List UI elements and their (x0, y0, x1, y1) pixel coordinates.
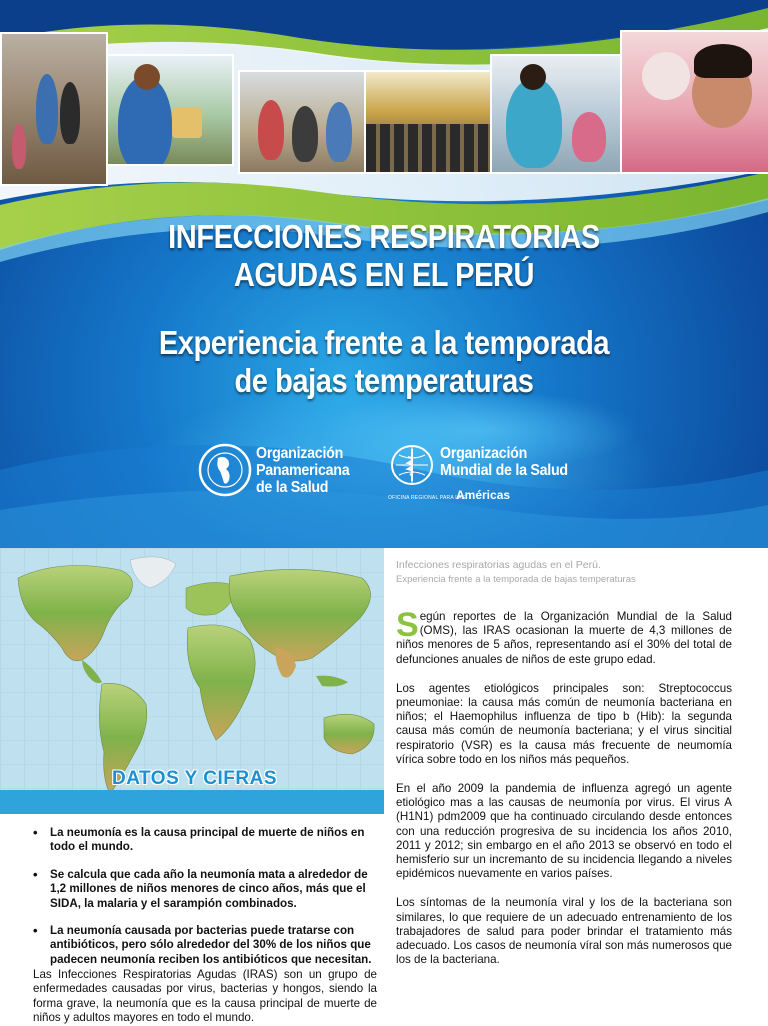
datos-bullet-1: • La neumonía es la causa principal de muerte de niños en todo el mundo. (33, 826, 377, 855)
running-header (396, 559, 756, 585)
article-paragraph-2: Los agentes etiológicos principales son: Streptococcus pneumoniae: la causa más común de neumonía bacteriana en niños; el Haemophilus influenza de tipo b (Hib): la segunda causa más común de neumonía bacteriana; y el virus sincitial respiratorio (VSR) es la causa más frecuente de neumomía vírica sobre todo en los niños más pequeños. (396, 681, 732, 766)
datos-bullet-2: • Se calcula que cada año la neumonía mata a alrededor de 1,2 millones de niños menores de cinco años, más que el SIDA, la malaria y el sarampión combinados. (33, 868, 377, 911)
cover-subtitle-line2: de bajas temperaturas (234, 362, 534, 399)
datos-band (0, 790, 384, 814)
datos-title: DATOS Y CIFRAS (112, 768, 278, 789)
cover-subtitle-line1: Experiencia frente a la temporada (158, 324, 610, 361)
oms-logo-line1: Organización (440, 445, 528, 462)
running-header-line1: Infecciones respiratorias agudas en el Perú. (396, 559, 601, 571)
who-emblem-icon (388, 443, 436, 487)
ops-logo-line1: Organización (256, 445, 344, 462)
photo-village (0, 32, 108, 186)
ops-logo (198, 443, 368, 499)
iras-definition-paragraph: Las Infecciones Respiratorias Agudas (IRAS) son un grupo de enfermedades causadas por virus, bacterias y hongos, siendo la forma grave, la neumonía que es la causa principal de muerte de niños y adultos mayores en todo el mundo. (33, 968, 377, 1025)
running-header-line2: Experiencia frente a la temporada de bajas temperaturas (396, 574, 636, 585)
datos-bullet-list (33, 826, 377, 980)
cover-title-line2: AGUDAS EN EL PERÚ (233, 256, 535, 293)
oms-logo (388, 443, 578, 503)
ops-logo-line3: de la Salud (256, 479, 329, 496)
photo-health-worker (106, 54, 234, 166)
oms-logo-small: OFICINA REGIONAL PARA LAS (388, 495, 466, 501)
photo-children (620, 30, 768, 174)
photo-auditorium (364, 70, 494, 174)
drop-cap: S (396, 606, 419, 644)
article-body (396, 606, 732, 982)
oms-logo-americas: Américas (456, 488, 511, 502)
photo-nurse (490, 54, 624, 174)
oms-logo-line2: Mundial de la Salud (440, 462, 568, 479)
ops-logo-line2: Panamericana (256, 462, 350, 479)
photo-strip (0, 30, 768, 180)
cover-title-line1: INFECCIONES RESPIRATORIAS (168, 218, 600, 255)
datos-bullet-3: • La neumonía causada por bacterias puede tratarse con antibióticos, pero sólo alrededor del 30% de los niños que padecen neumonía reciben los antibióticos que necesitan. (33, 924, 377, 967)
article-paragraph-4: Los síntomas de la neumonía viral y los de la bacteriana son similares, lo que requiere de un adecuado entrenamiento de los trabajadores de salud para poder brindar el tratamiento más adecuado. Los casos de neumonía víral son más numerosos que los de la bacteriana. (396, 896, 732, 967)
photo-meeting (238, 70, 368, 174)
article-paragraph-1-text: egún reportes de la Organización Mundial de la Salud (OMS), las IRAS ocasionan la muerte de 4,3 millones de niños menores de 5 años, representando así el 30% del total de defunciones anuales de niños de este grupo edad. (396, 610, 732, 666)
article-paragraph-3: En el año 2009 la pandemia de influenza agregó un agente etiológico mas a las causas de neumonía por virus. El virus A (H1N1) pdm2009 que ha continuado circulando desde entonces con una reducción progresiva de su incidencia los años 2010, 2011 y 2012; sin embargo en el año 2013 se observó en todo el hemisferio sur un incremanto de su incidencia llegando a niveles epidémicos nuevamente en varios países. (396, 782, 732, 881)
article-paragraph-1 (396, 606, 732, 667)
ops-emblem-icon (198, 443, 252, 497)
